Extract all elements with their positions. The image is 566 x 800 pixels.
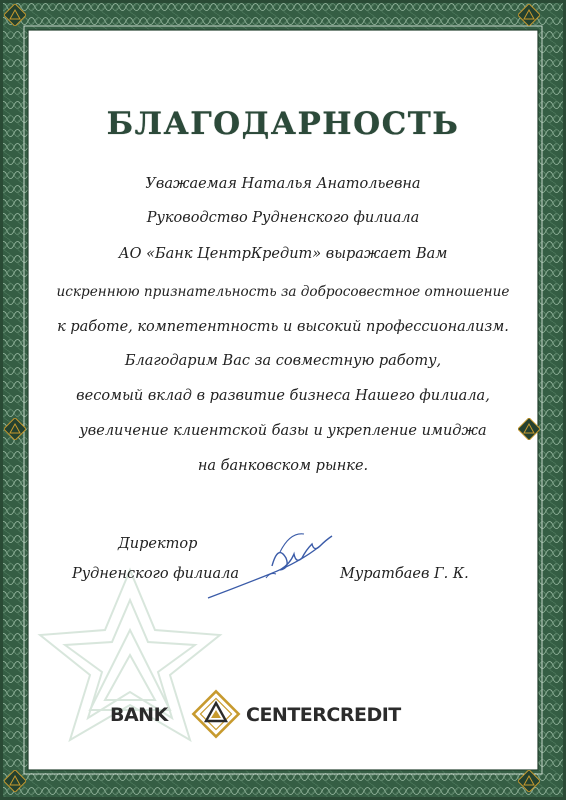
signatory-position-line1: Директор — [118, 536, 198, 552]
certificate-title: БЛАГОДАРНОСТЬ — [106, 106, 460, 142]
logo-word-bank: BANK — [110, 704, 168, 726]
corner-ornament-icon — [518, 4, 540, 26]
bank-centercredit-triangle-emblem-icon — [190, 688, 242, 740]
body-line: искреннюю признательность за добросовестное отношение — [56, 284, 510, 300]
corner-ornament-icon — [4, 770, 26, 792]
body-line: Благодарим Вас за совместную работу, — [124, 353, 442, 369]
body-line: АО «Банк ЦентрКредит» выражает Вам — [118, 246, 448, 262]
body-line: увеличение клиентской базы и укрепление имиджа — [79, 423, 487, 439]
bank-logo — [110, 688, 440, 744]
body-line: на банковском рынке. — [197, 458, 369, 474]
signatory-position-line2: Рудненского филиала — [72, 566, 239, 582]
body-line: весомый вклад в развитие бизнеса Нашего филиала, — [76, 388, 490, 404]
side-ornament-icon — [4, 418, 26, 440]
corner-ornament-icon — [518, 770, 540, 792]
body-line: к работе, компетентность и высокий профессионализм. — [57, 319, 509, 335]
signatory-name: Муратбаев Г. К. — [340, 566, 469, 582]
corner-ornament-icon — [4, 4, 26, 26]
body-line: Руководство Рудненского филиала — [146, 210, 420, 226]
body-line: Уважаемая Наталья Анатольевна — [145, 176, 421, 192]
logo-word-centercredit: CENTERCREDIT — [246, 704, 401, 726]
handwritten-signature — [200, 516, 350, 606]
